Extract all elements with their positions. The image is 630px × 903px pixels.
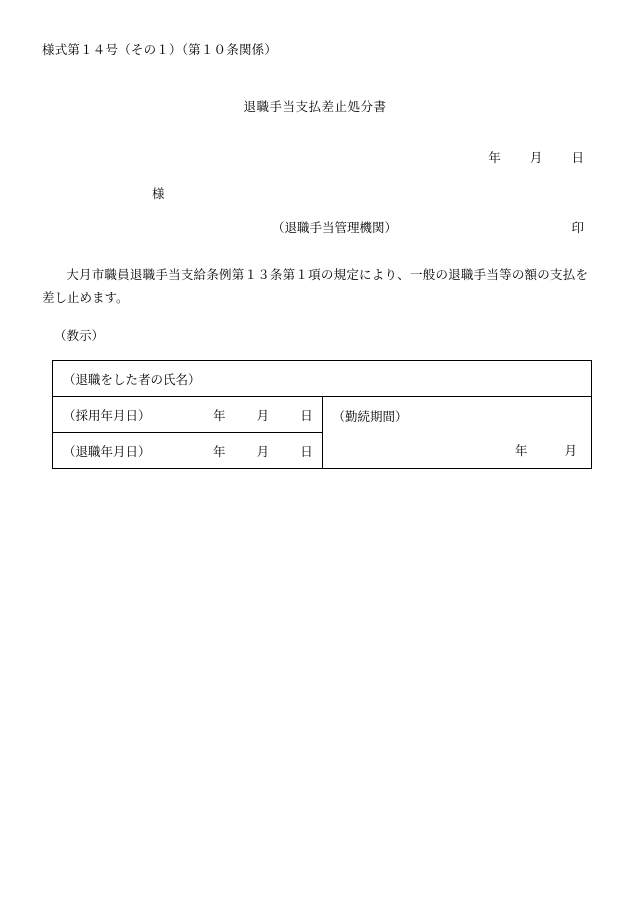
- retire-month-unit: 月: [256, 444, 270, 459]
- issue-date-year: 年: [488, 151, 501, 165]
- form-number: 様式第１４号（その１）（第１０条関係）: [42, 43, 278, 57]
- issue-date-month: 月: [529, 151, 543, 165]
- period-month-unit: 月: [564, 444, 577, 458]
- name-cell: （退職をした者の氏名）: [53, 361, 592, 397]
- teaching-label: （教示）: [54, 329, 105, 343]
- hire-date-units: [213, 406, 313, 424]
- retire-day-unit: 日: [300, 444, 313, 459]
- body-text: 大月市職員退職手当支給条例第１３条第１項の規定により、一般の退職手当等の額の支払を差し止めます。: [42, 268, 588, 306]
- hire-month-unit: 月: [256, 408, 270, 423]
- table-row: [53, 397, 592, 433]
- retirement-info-table: [52, 360, 592, 469]
- service-period-units: [515, 441, 577, 459]
- service-period-label: （勤続期間）: [332, 410, 408, 424]
- retire-year-unit: 年: [213, 444, 226, 459]
- issuer-label: （退職手当管理機関）: [272, 221, 398, 235]
- service-period-cell: [322, 397, 592, 469]
- body-paragraph: [42, 264, 588, 310]
- hire-day-unit: 日: [300, 408, 313, 423]
- seal-mark: 印: [571, 221, 584, 235]
- hire-date-label: （採用年月日）: [63, 408, 151, 423]
- page-title: 退職手当支払差止処分書: [243, 100, 387, 114]
- hire-date-cell: [53, 397, 323, 433]
- hire-year-unit: 年: [213, 408, 226, 423]
- retire-date-cell: [53, 433, 323, 469]
- issue-date-line: [0, 148, 630, 166]
- issuer-row: [0, 218, 630, 236]
- retire-date-units: [213, 442, 313, 460]
- issue-date-day: 日: [571, 151, 584, 165]
- addressee-honorific: 様: [152, 187, 165, 201]
- retire-date-label: （退職年月日）: [63, 444, 151, 459]
- period-year-unit: 年: [514, 444, 528, 458]
- table-row: [53, 361, 592, 397]
